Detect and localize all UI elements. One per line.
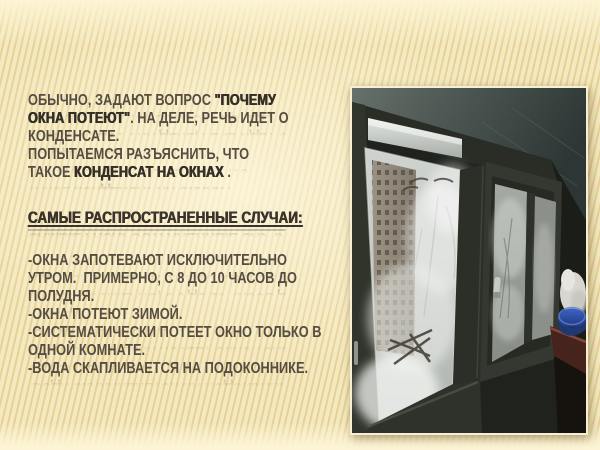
text-segment: . НА ДЕЛЕ, РЕЧЬ ИДЕТ О <box>130 110 289 127</box>
frosted-window-graphic <box>352 88 586 433</box>
window-photo <box>350 86 588 435</box>
text-segment: ТАКОЕ <box>28 164 75 181</box>
text-line <box>28 252 286 270</box>
text-segment: ОБЫЧНО, ЗАДАЮТ ВОПРОС <box>28 92 215 109</box>
text-line <box>28 270 297 288</box>
text-segment: КОНДЕНСАТЕ. <box>28 128 120 145</box>
text-segment-bold: ОКНА ПОТЕЮТ" <box>28 110 131 127</box>
text-segment: -ОКНА ПОТЕЮТ ЗИМОЙ. <box>28 306 183 323</box>
blue-bowl-shape <box>558 308 586 336</box>
text-segment: -СИСТЕМАТИЧЕСКИ ПОТЕЕТ ОКНО ТОЛЬКО В <box>28 324 322 341</box>
text-line <box>28 324 322 342</box>
text-segment: -ВОДА СКАПЛИВАЕТСЯ НА ПОДОКОННИКЕ. <box>28 360 309 377</box>
text-segment: ОДНОЙ КОМНАТЕ. <box>28 342 146 359</box>
cases-list <box>28 252 350 378</box>
text-segment: ПОПЫТАЕМСЯ РАЗЪЯСНИТЬ, ЧТО <box>28 146 250 163</box>
text-segment-bold: КОНДЕНСАТ НА ОКНАХ <box>74 164 224 181</box>
text-line <box>28 92 286 110</box>
section-heading: САМЫЕ РАСПРОСТРАНЕННЫЕ СЛУЧАИ: <box>28 208 303 227</box>
text-line <box>28 306 286 324</box>
text-line <box>28 146 286 164</box>
text-segment: ПОЛУДНЯ. <box>28 288 95 305</box>
text-line <box>28 128 286 146</box>
text-line <box>28 164 286 182</box>
intro-paragraph <box>28 92 350 182</box>
text-line <box>28 342 286 360</box>
text-line <box>28 110 289 128</box>
text-line <box>28 288 286 306</box>
text-line <box>28 360 309 378</box>
text-segment: . <box>223 164 231 181</box>
text-segment: -ОКНА ЗАПОТЕВАЮТ ИСКЛЮЧИТЕЛЬНО <box>28 252 287 269</box>
slide-text-column <box>28 92 350 378</box>
left-window-handle-icon <box>354 341 358 365</box>
text-segment: УТРОМ. ПРИМЕРНО, С 8 ДО 10 ЧАСОВ ДО <box>28 270 297 287</box>
text-segment-bold: "ПОЧЕМУ <box>214 92 276 109</box>
